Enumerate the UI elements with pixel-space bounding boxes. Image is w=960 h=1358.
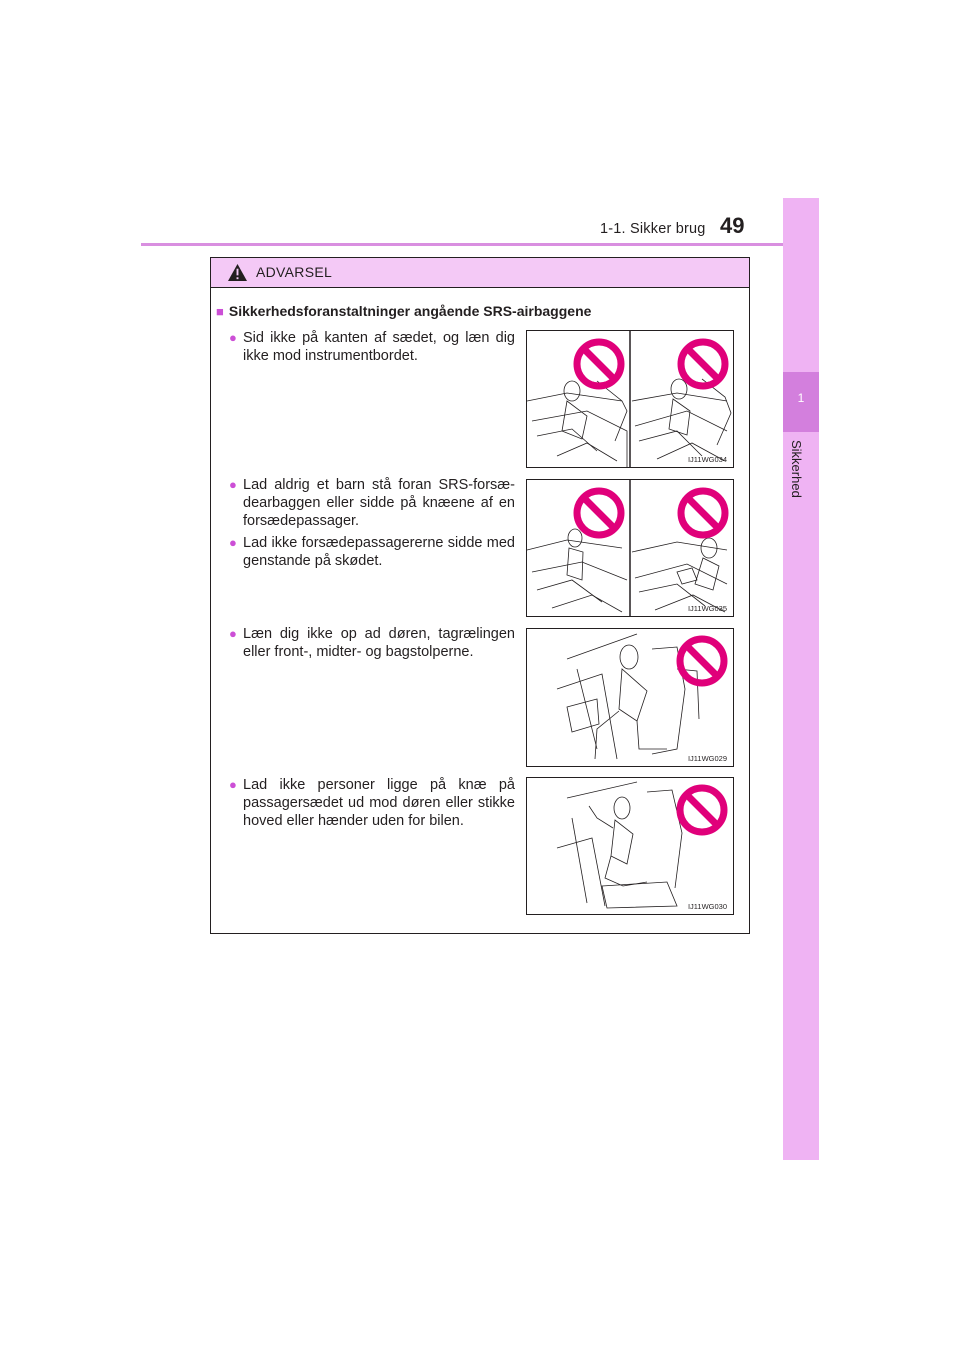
page-number: 49	[720, 213, 745, 238]
prohibition-sign-icon	[577, 342, 621, 386]
bullet-icon: ●	[229, 330, 237, 345]
warning-title: ADVARSEL	[256, 264, 333, 280]
list-item	[229, 776, 515, 830]
door-scene-image	[527, 629, 733, 766]
child-scene-image	[527, 480, 733, 616]
bullet-icon: ●	[229, 777, 237, 792]
item-text: Lad aldrig et barn stå foran SRS-forsæ-dearbaggen eller sidde på knæene af en forsædepassager.	[243, 477, 515, 529]
list-item	[229, 625, 515, 661]
kneeling-scene-image	[527, 778, 733, 914]
figure-code: IJ11WG034	[687, 455, 727, 464]
warning-triangle-icon	[227, 263, 248, 282]
section-title: 1-1. Sikker brug	[600, 221, 706, 237]
list-item	[229, 476, 515, 530]
chapter-number: 1	[797, 391, 805, 405]
warning-header	[211, 258, 749, 288]
item-text: Sid ikke på kanten af sædet, og læn dig ikke mod instrumentbordet.	[243, 330, 515, 364]
list-item	[229, 534, 515, 570]
figure-code: IJ11WG035	[687, 604, 727, 613]
prohibition-sign-icon	[577, 491, 621, 535]
prohibition-sign-icon	[680, 788, 724, 832]
prohibition-sign-icon	[681, 491, 725, 535]
item-text: Læn dig ikke op ad døren, tagrælingen eller front-, midter- og bagstolperne.	[243, 626, 515, 660]
warning-box	[210, 257, 750, 934]
bullet-icon: ●	[229, 626, 237, 641]
prohibition-sign-icon	[680, 639, 724, 683]
item-text: Lad ikke forsædepassagererne sidde med genstande på skødet.	[243, 535, 515, 569]
list-item	[229, 329, 515, 365]
illustration-leaning-on-door	[526, 628, 734, 767]
bullet-icon: ●	[229, 477, 237, 492]
seat-scene-image	[527, 331, 733, 467]
illustration-child-in-front	[526, 479, 734, 617]
illustration-edge-of-seat	[526, 330, 734, 468]
chapter-label: Sikkerhed	[789, 440, 804, 498]
header-rule	[141, 243, 819, 246]
figure-code: IJ11WG030	[687, 902, 727, 911]
illustration-kneeling-on-seat	[526, 777, 734, 915]
heading-square-icon: ■	[216, 304, 224, 319]
item-text: Lad ikke personer ligge på knæ på passagersædet ud mod døren eller stikke hoved eller hænder uden for bilen.	[243, 777, 515, 829]
heading-text: Sikkerhedsforanstaltninger angående SRS-airbaggene	[228, 303, 592, 319]
bullet-icon: ●	[229, 535, 237, 550]
warning-heading	[216, 303, 591, 319]
figure-code: IJ11WG029	[687, 754, 727, 763]
chapter-tab	[783, 198, 819, 1160]
